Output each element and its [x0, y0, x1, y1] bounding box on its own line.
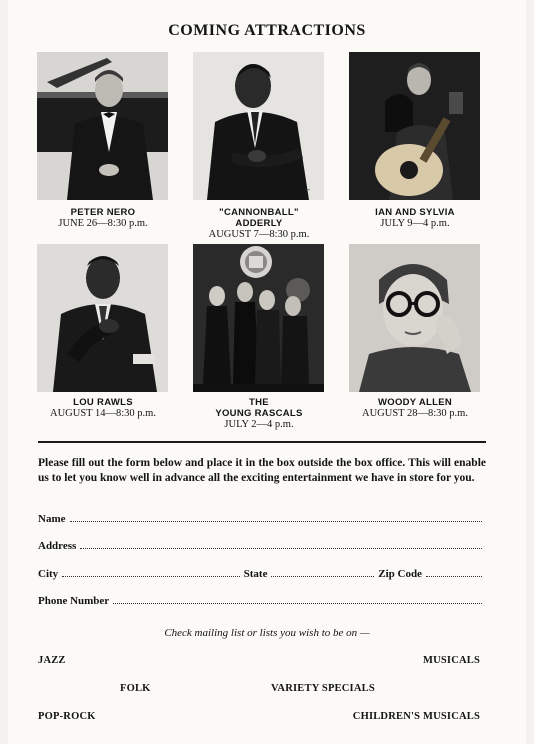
photo-cannonball-adderly — [193, 52, 324, 200]
address-line[interactable] — [80, 547, 482, 549]
city-label: City — [38, 568, 59, 580]
city-state-zip-row — [38, 564, 486, 580]
caption-the-young-rascals — [174, 397, 344, 430]
mailing-option-variety-specials[interactable]: VARIETY SPECIALS — [271, 683, 375, 694]
svg-text:~: ~ — [305, 186, 311, 194]
performance-date: AUGUST 28—8:30 p.m. — [362, 408, 468, 419]
page-title: COMING ATTRACTIONS — [168, 22, 366, 39]
performer-name-line-2: YOUNG RASCALS — [215, 408, 303, 419]
photo-peter-nero — [37, 52, 168, 200]
performer-name-line-1: "CANNONBALL" — [219, 207, 299, 218]
mailing-option-folk[interactable]: FOLK — [120, 683, 151, 694]
photo-the-young-rascals — [193, 244, 324, 392]
caption-cannonball-adderly — [174, 207, 344, 240]
program-page — [8, 0, 526, 744]
zip-line[interactable] — [426, 575, 482, 577]
caption-peter-nero — [18, 207, 188, 229]
performer-name-line-2: ADDERLY — [235, 218, 283, 229]
mailing-list-prompt: Check mailing list or lists you wish to be on — — [164, 627, 370, 639]
address-label: Address — [38, 540, 77, 552]
caption-lou-rawls — [18, 397, 188, 419]
mailing-option-jazz[interactable]: JAZZ — [38, 655, 66, 666]
photo-lou-rawls — [37, 244, 168, 392]
mailing-option-pop-rock[interactable]: POP-ROCK — [38, 711, 96, 722]
phone-field[interactable] — [38, 591, 486, 607]
mailing-option-childrens-musicals[interactable]: CHILDREN'S MUSICALS — [352, 711, 480, 722]
photo-ian-and-sylvia — [349, 52, 480, 200]
name-line[interactable] — [70, 520, 483, 522]
phone-line[interactable] — [113, 602, 482, 604]
name-field[interactable] — [38, 509, 486, 525]
performer-name: WOODY ALLEN — [377, 397, 453, 408]
performer-name-line-1: THE — [249, 397, 269, 408]
performance-date: JULY 2—4 p.m. — [224, 419, 294, 430]
phone-label: Phone Number — [38, 595, 110, 607]
performance-date: JUNE 26—8:30 p.m. — [58, 218, 148, 229]
performer-name: LOU RAWLS — [73, 397, 133, 408]
performance-date: AUGUST 7—8:30 p.m. — [208, 229, 310, 240]
mailing-option-musicals[interactable]: MUSICALS — [422, 655, 480, 666]
section-divider — [38, 441, 486, 443]
state-line[interactable] — [271, 575, 374, 577]
caption-ian-and-sylvia — [330, 207, 500, 229]
state-label: State — [243, 568, 268, 580]
address-field[interactable] — [38, 536, 486, 552]
zip-label: Zip Code — [378, 568, 422, 580]
performance-date: AUGUST 14—8:30 p.m. — [50, 408, 156, 419]
name-label: Name — [38, 513, 66, 525]
city-line[interactable] — [62, 575, 239, 577]
form-instructions: Please fill out the form below and place it in the box outside the box office. This will enable us to let you know well in advance all the exciting entertainment we have in store for you. — [38, 457, 486, 484]
performer-name: PETER NERO — [70, 207, 136, 218]
performer-name: IAN AND SYLVIA — [375, 207, 455, 218]
performance-date: JULY 9—4 p.m. — [380, 218, 450, 229]
caption-woody-allen — [330, 397, 500, 419]
photo-woody-allen — [349, 244, 480, 392]
